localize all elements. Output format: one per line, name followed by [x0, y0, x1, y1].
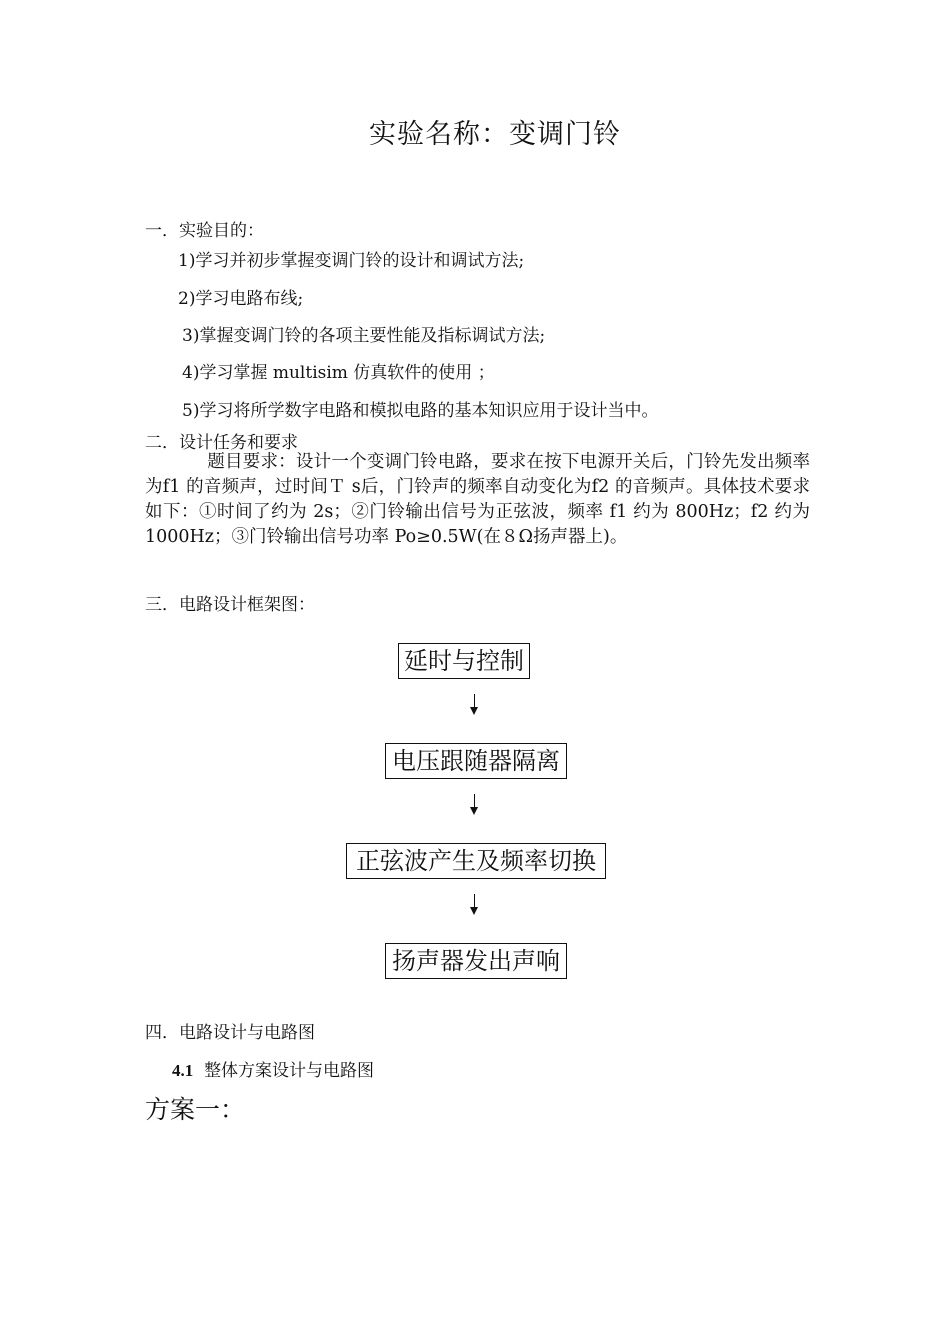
section4-heading: 四．电路设计与电路图	[145, 1023, 315, 1043]
scheme-label: 方案一：	[145, 1095, 246, 1124]
objective-item-3: 3)掌握变调门铃的各项主要性能及指标调试方法;	[182, 326, 546, 346]
down-arrow-icon	[469, 794, 481, 816]
subsection-4-1	[172, 1056, 374, 1081]
flow-box-voltage-follower: 电压跟随器隔离	[385, 743, 567, 779]
objective-item-2: 2)学习电路布线;	[178, 289, 304, 309]
flow-box-speaker: 扬声器发出声响	[385, 943, 567, 979]
objective-item-4: 4)学习掌握 multisim 仿真软件的使用 ；	[182, 363, 495, 383]
objective-item-1: 1)学习并初步掌握变调门铃的设计和调试方法;	[178, 251, 525, 271]
page-title: 实验名称：变调门铃	[369, 119, 621, 150]
objective-item-5: 5)学习将所学数字电路和模拟电路的基本知识应用于设计当中。	[182, 401, 659, 421]
section2-heading: 二．设计任务和要求	[145, 433, 298, 453]
down-arrow-icon	[469, 694, 481, 716]
subsection-number: 4.1	[172, 1061, 194, 1080]
down-arrow-icon	[469, 894, 481, 916]
section1-heading: 一．实验目的：	[145, 221, 264, 241]
section3-heading: 三．电路设计框架图：	[145, 595, 315, 615]
flow-box-delay-control: 延时与控制	[398, 643, 530, 679]
flow-box-sine-wave: 正弦波产生及频率切换	[346, 843, 606, 879]
requirements-text: 题目要求：设计一个变调门铃电路，要求在按下电源开关后，门铃先发出频率为f1 的音频声，过时间Ｔ s后，门铃声的频率自动变化为f2 的音频声。具体技术要求如下：①时间了约为 2s；②门铃输出信号为正弦波，频率 f1 约为 800Hz；f2 约为 1000Hz；③门铃输出信号功率 Po≥0.5W(在８Ω扬声器上)。	[145, 452, 810, 547]
requirements-paragraph	[145, 450, 810, 550]
subsection-title: 整体方案设计与电路图	[204, 1061, 375, 1081]
